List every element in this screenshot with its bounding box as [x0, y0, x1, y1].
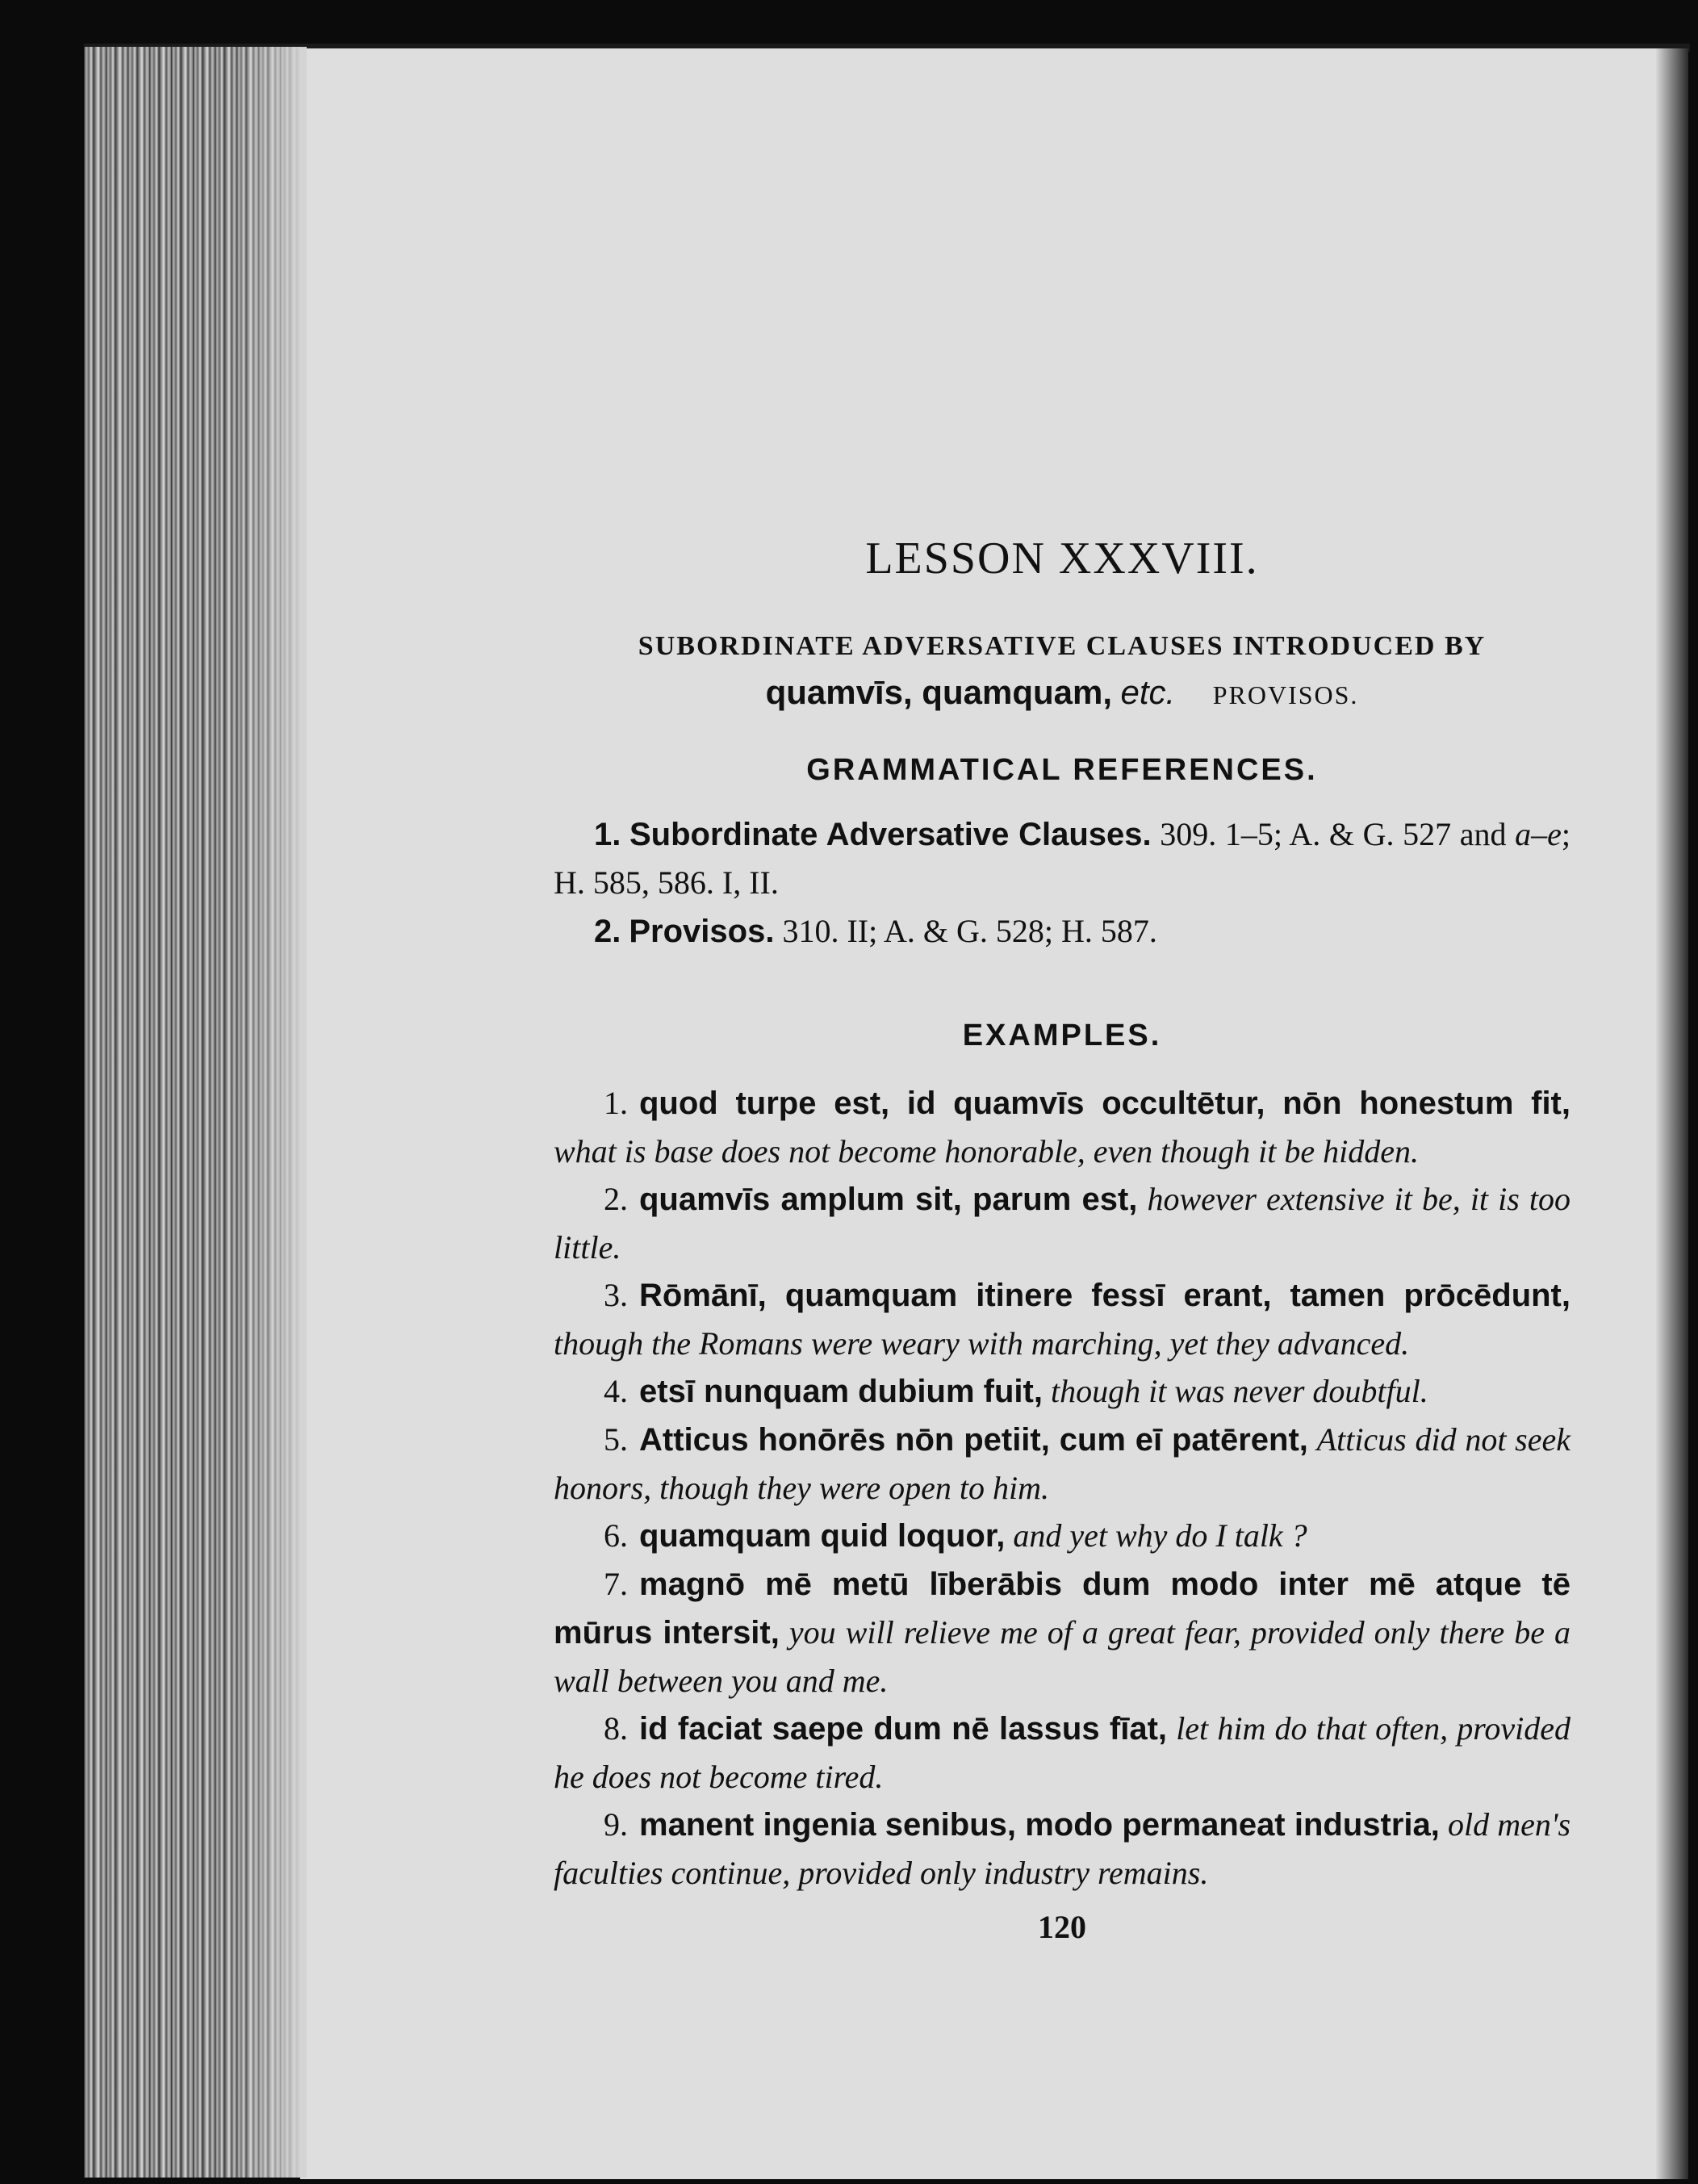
example-english: and yet why do I talk ? — [1013, 1517, 1307, 1554]
example-item — [554, 1271, 1570, 1367]
example-num: 3. — [604, 1277, 628, 1313]
example-latin: quod turpe est, id quamvīs occultētur, nōn honestum fit, — [639, 1086, 1570, 1121]
example-latin: quamvīs amplum sit, parum est, — [639, 1182, 1138, 1217]
lesson-subtitle-line2 — [554, 673, 1570, 713]
example-english: what is base does not become honorable, even though it be hidden. — [554, 1133, 1420, 1169]
grammar-ref-refs-italic: a–e — [1515, 816, 1562, 852]
grammar-ref-label: Subordinate Adversative Clauses. — [629, 817, 1152, 852]
example-latin: Rōmānī, quamquam itinere fessī erant, tamen prōcēdunt, — [639, 1278, 1570, 1313]
grammar-ref-num: 2. — [594, 914, 621, 949]
grammar-ref-refs-tail: ; H. 585, 586. I, II. — [554, 816, 1571, 901]
example-item — [554, 1560, 1570, 1705]
example-num: 6. — [604, 1517, 628, 1554]
example-item — [554, 1367, 1570, 1416]
grammar-ref-refs: 309. 1–5; A. & G. 527 and — [1160, 816, 1507, 852]
grammar-ref-num: 1. — [594, 817, 621, 852]
grammar-ref-item — [554, 810, 1570, 907]
example-latin: Atticus honōrēs nōn petiit, cum eī patērent, — [639, 1422, 1308, 1458]
example-latin: etsī nunquam dubium fuit, — [639, 1374, 1043, 1409]
example-latin: quamquam quid loquor, — [639, 1518, 1006, 1554]
example-num: 7. — [604, 1566, 628, 1602]
example-english: Atticus did not seek honors, though they were open to him. — [554, 1421, 1570, 1506]
page-content — [554, 533, 1570, 1946]
example-item — [554, 1079, 1570, 1175]
example-latin: id faciat saepe dum nē lassus fīat, — [639, 1711, 1167, 1747]
spine-shadow — [234, 47, 307, 2178]
examples-heading: EXAMPLES. — [962, 1019, 1162, 1052]
example-num: 9. — [604, 1806, 628, 1843]
example-english: old men's faculties continue, provided only industry remains. — [554, 1806, 1571, 1891]
lesson-title: LESSON XXXVIII. — [865, 533, 1259, 584]
example-item — [554, 1175, 1570, 1271]
example-latin: manent ingenia senibus, modo permaneat industria, — [639, 1807, 1440, 1843]
lesson-subtitle-line1: SUBORDINATE ADVERSATIVE CLAUSES INTRODUCED BY — [638, 631, 1487, 661]
example-english: however extensive it be, it is too little. — [554, 1181, 1570, 1266]
example-item — [554, 1416, 1570, 1512]
example-item — [554, 1705, 1570, 1801]
example-english: though it was never doubtful. — [1050, 1373, 1428, 1409]
example-num: 4. — [604, 1373, 628, 1409]
grammar-ref-label: Provisos. — [629, 914, 775, 949]
page-right-edge — [1656, 48, 1688, 2179]
example-num: 8. — [604, 1710, 628, 1747]
subtitle-words: quamvīs, quamquam, — [765, 673, 1112, 711]
example-english: let him do that often, provided he does not become tired. — [554, 1710, 1570, 1795]
example-english: though the Romans were weary with marching, yet they advanced. — [554, 1325, 1410, 1362]
example-num: 2. — [604, 1181, 628, 1217]
subtitle-provisos: PROVISOS. — [1212, 680, 1359, 709]
example-num: 1. — [604, 1085, 628, 1121]
example-num: 5. — [604, 1421, 628, 1458]
grammatical-references-heading: GRAMMATICAL REFERENCES. — [806, 753, 1318, 787]
page-number: 120 — [1038, 1909, 1086, 1945]
grammar-ref-item — [554, 907, 1570, 956]
grammar-ref-refs: 310. II; A. & G. 528; H. 587. — [782, 913, 1157, 949]
examples-list — [554, 1079, 1570, 1897]
subtitle-etc: etc. — [1120, 673, 1176, 711]
example-item — [554, 1801, 1570, 1897]
example-latin: magnō mē metū līberābis dum modo inter mē atque tē mūrus intersit, — [554, 1567, 1570, 1651]
example-english: you will relieve me of a great fear, provided only there be a wall between you and me. — [554, 1614, 1570, 1699]
example-item — [554, 1512, 1570, 1560]
